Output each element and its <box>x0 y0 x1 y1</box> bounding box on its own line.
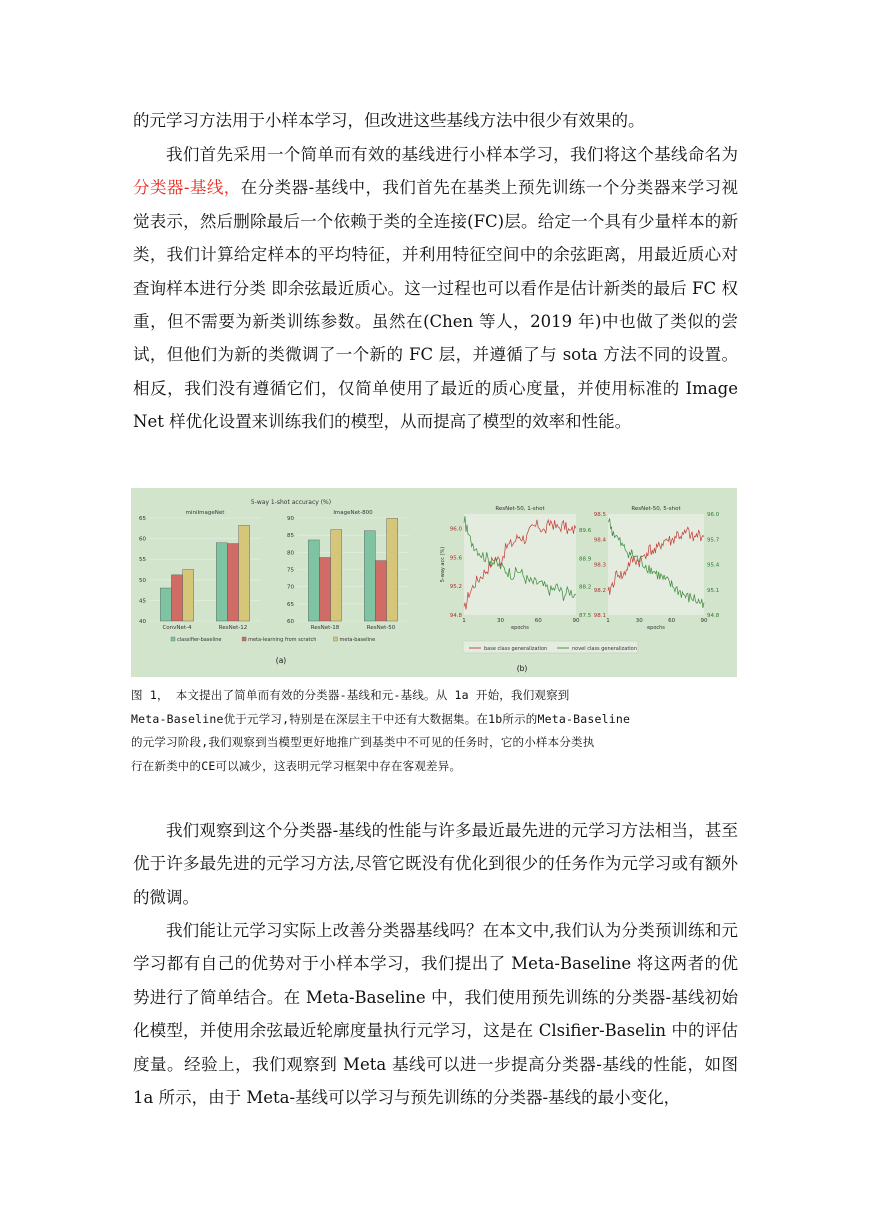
bar <box>227 544 238 621</box>
paragraph-observation: 我们观察到这个分类器-基线的性能与许多最近最先进的元学习方法相当，甚至优于许多最先进的元学习方法,尽管它既没有优化到很少的任务作为元学习或有额外的微调。 <box>133 821 738 907</box>
bar <box>319 557 330 621</box>
figure-1 <box>131 488 737 677</box>
y-tick-label-left: 98.2 <box>593 587 606 594</box>
y-tick-label-left: 95.2 <box>449 584 462 591</box>
legend-entry: meta-learning from scratch <box>248 637 317 643</box>
y-tick-label: 40 <box>139 619 146 625</box>
y-tick-label-left: 98.1 <box>593 613 606 619</box>
bar <box>375 561 386 621</box>
line-plot-area <box>608 514 704 615</box>
highlighted-term: 分类器-基线， <box>133 178 241 198</box>
y-tick-label: 65 <box>139 516 146 522</box>
paragraph-classifier-baseline <box>133 138 738 439</box>
y-tick-label: 45 <box>139 598 146 605</box>
y-tick-label: 75 <box>287 567 294 574</box>
bar <box>183 570 194 622</box>
legend-entry: novel class generalization <box>572 646 637 652</box>
y-tick-label: 60 <box>287 619 294 625</box>
legend-swatch <box>171 637 175 641</box>
bar <box>331 530 342 621</box>
subfigure-label-a: (a) <box>275 656 287 665</box>
line-plot-area <box>464 514 576 615</box>
paragraph-text: 在分类器-基线中，我们首先在基类上预先训练一个分类器来学习视觉表示，然后删除最后一个依赖于类的全连接(FC)层。给定一个具有少量样本的新类，我们计算给定样本的平均特征，并利用特征空间中的余弦距离，用最近质心对查询样本进行分类 即余弦最近质心。这一过程也可以看作是估计新类的最后 FC 权重，但不需要为新类训练参数。虽然在(Chen 等人，2019 年)中也做了类似的尝试，但他们为新的类微调了一个新的 FC 层，并遵循了与 sota 方法不同的设置。相反，我们没有遵循它们，仅简单使用了最近的质心度量，并使用标准的 Image Net 样优化设置来训练我们的模型，从而提高了模型的效率和性能。 <box>133 178 739 432</box>
x-tick-label: 60 <box>534 618 542 624</box>
caption-line: Meta-Baseline优于元学习,特别是在深层主干中还有大数据集。在1b所示的Meta-Baseline <box>131 711 631 726</box>
y-tick-label-left: 98.5 <box>593 512 606 518</box>
y-tick-label-right: 96.0 <box>707 512 720 518</box>
bar <box>160 588 171 621</box>
y-tick-label-right: 88.9 <box>579 556 592 563</box>
y-tick-label-left: 98.3 <box>593 562 606 569</box>
y-tick-label-right: 87.5 <box>579 613 592 619</box>
subfigure-label-b: (b) <box>516 664 528 673</box>
y-tick-label-left: 95.6 <box>449 555 462 562</box>
y-tick-label-right: 95.7 <box>707 537 720 544</box>
caption-line: 的元学习阶段,我们观察到当模型更好地推广到基类中不可见的任务时，它的小样本分类执 <box>131 735 595 749</box>
chart-title: ResNet-50, 5-shot <box>631 506 681 512</box>
legend-entry: meta-baseline <box>339 637 376 643</box>
paragraph-text: 我们首先采用一个简单而有效的基线进行小样本学习，我们将这个基线命名为 <box>166 145 738 164</box>
y-tick-label-right: 95.1 <box>707 587 720 594</box>
chart-subtitle: miniImageNet <box>185 510 225 516</box>
x-tick-label: 1 <box>462 618 466 624</box>
x-tick-label: 60 <box>668 618 676 624</box>
bar <box>364 531 375 621</box>
x-axis-label: epochs <box>511 625 529 631</box>
x-tick-label: 90 <box>572 618 580 624</box>
y-tick-label-right: 94.8 <box>707 613 720 619</box>
chart-title: ResNet-50, 1-shot <box>495 506 545 512</box>
x-tick-label: 30 <box>496 618 504 624</box>
bar <box>387 518 398 621</box>
y-tick-label: 90 <box>287 516 294 522</box>
y-tick-label-left: 98.4 <box>593 537 606 544</box>
y-tick-label: 55 <box>139 557 146 564</box>
y-tick-label: 80 <box>287 550 294 557</box>
y-tick-label-right: 95.4 <box>707 562 720 569</box>
x-tick-label: 90 <box>700 618 708 624</box>
legend-swatch <box>334 637 338 641</box>
x-tick-label: 30 <box>635 618 643 624</box>
x-tick-label: ResNet-12 <box>218 625 248 631</box>
bar <box>216 543 227 621</box>
y-axis-label: 5-way acc (%) <box>440 546 446 583</box>
x-tick-label: ResNet-18 <box>310 625 340 631</box>
bar <box>308 540 319 621</box>
y-tick-label: 65 <box>287 601 294 608</box>
y-tick-label-left: 96.0 <box>449 526 462 533</box>
legend-entry: classifier-baseline <box>177 637 222 643</box>
x-axis-label: epochs <box>647 625 665 631</box>
paragraph-meta-baseline: 我们能让元学习实际上改善分类器基线吗？在本文中,我们认为分类预训练和元学习都有自己的优势对于小样本学习，我们提出了 Meta-Baseline 将这两者的优势进行了简单结合。在 Meta-Baseline 中，我们使用预先训练的分类器-基线初始化模型，并使用余弦最近轮廓度量执行元学习，这是在 Clsifier-Baselin 中的评估度量。经验上，我们观察到 Meta 基线可以进一步提高分类器-基线的性能，如图 1a 所示，由于 Meta-基线可以学习与预先训练的分类器-基线的最小变化， <box>133 921 738 1108</box>
bar <box>171 575 182 621</box>
x-tick-label: ConvNet-4 <box>162 625 192 631</box>
y-tick-label-right: 88.2 <box>579 584 592 591</box>
figure-caption <box>131 684 739 778</box>
y-tick-label: 85 <box>287 533 294 540</box>
y-tick-label: 70 <box>287 584 294 591</box>
y-tick-label: 60 <box>139 536 146 543</box>
caption-line: 图 1， 本文提出了简单而有效的分类器-基线和元-基线。从 1a 开始，我们观察到 <box>131 688 570 702</box>
legend-swatch <box>242 637 246 641</box>
chart-subtitle: ImageNet-800 <box>333 510 373 516</box>
y-tick-label-left: 94.8 <box>449 613 462 619</box>
y-tick-label: 50 <box>139 577 146 584</box>
legend-entry: base class generalization <box>484 646 548 652</box>
caption-line: 行在新类中的CE可以减少，这表明元学习框架中存在客观差异。 <box>131 758 462 773</box>
y-tick-label-right: 89.6 <box>579 528 592 535</box>
chart-title: 5-way 1-shot accuracy (%) <box>250 499 332 506</box>
x-tick-label: 1 <box>606 618 610 624</box>
x-tick-label: ResNet-50 <box>366 625 396 631</box>
bar <box>239 525 250 621</box>
figure-charts <box>131 488 737 677</box>
paragraph-continuation: 的元学习方法用于小样本学习，但改进这些基线方法中很少有效果的。 <box>133 111 645 130</box>
